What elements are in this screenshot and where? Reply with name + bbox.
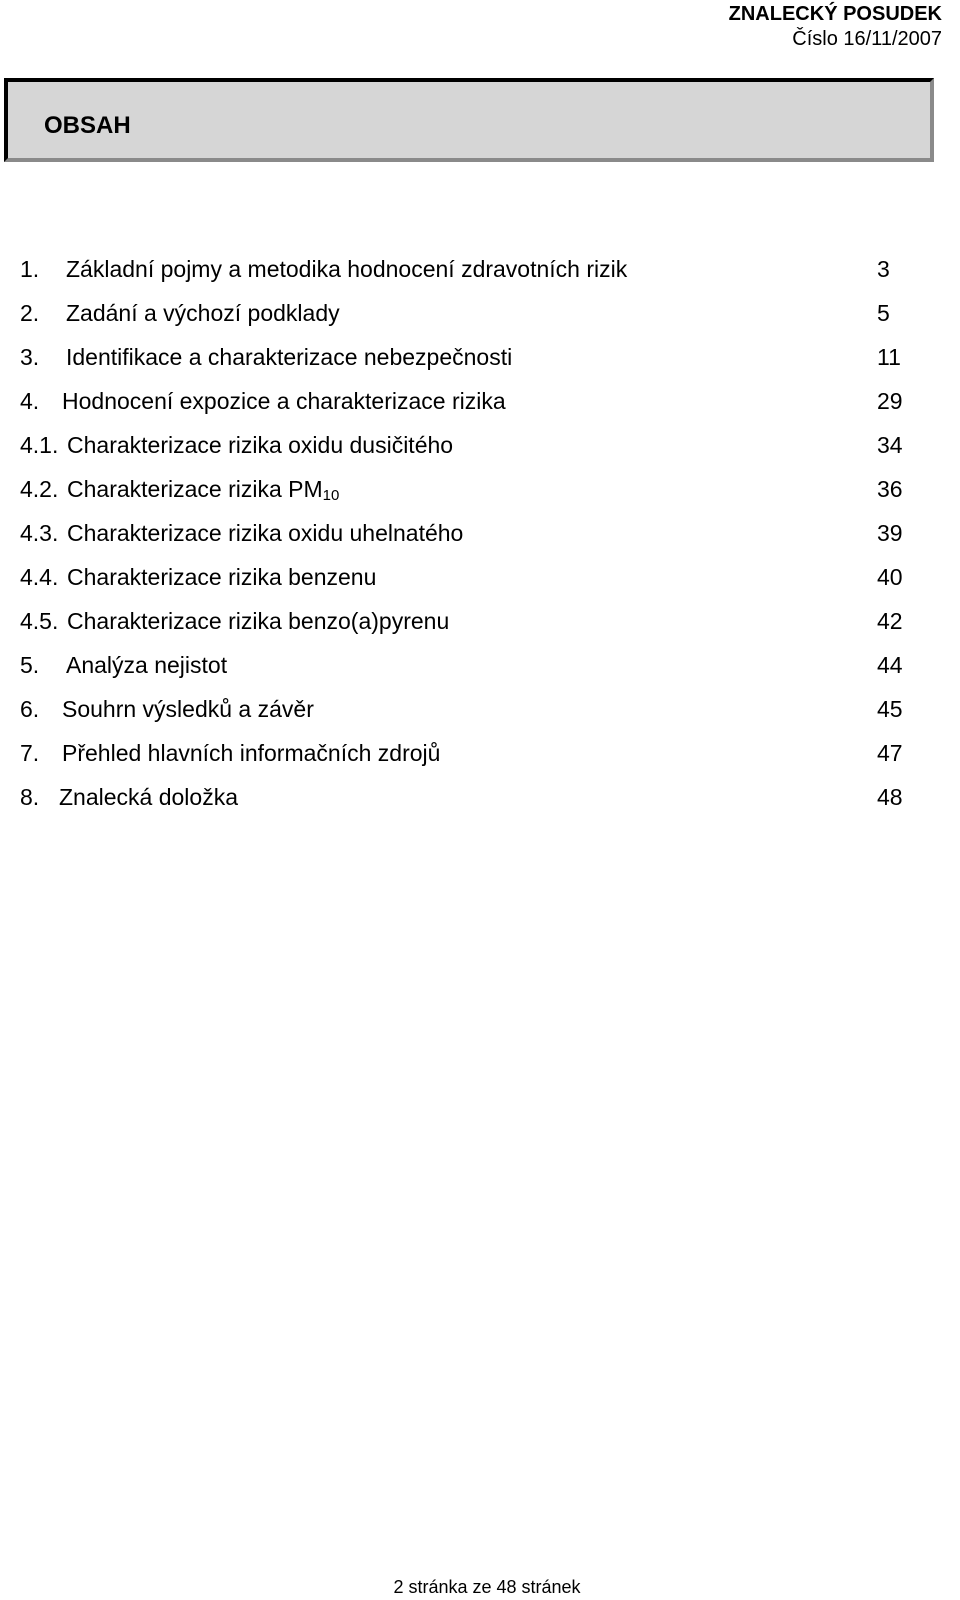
toc-entry[interactable] <box>0 301 960 345</box>
toc-entry-label: Zadání a výchozí podklady <box>66 300 340 326</box>
toc-entry-page: 36 <box>877 476 903 502</box>
toc-entry-page: 40 <box>877 564 903 590</box>
toc-entry[interactable] <box>0 257 960 301</box>
toc-entry-label-text: Charakterizace rizika PM <box>67 476 323 502</box>
toc-entry-page: 42 <box>877 608 903 634</box>
toc-entry-number: 4.4. <box>20 564 59 590</box>
toc-entry[interactable] <box>0 521 960 565</box>
section-heading-box <box>4 78 934 162</box>
toc-entry-label: Souhrn výsledků a závěr <box>62 696 314 722</box>
toc-entry-page: 48 <box>877 784 903 810</box>
toc-entry-number: 4.3. <box>20 520 59 546</box>
toc-entry-number: 4. <box>20 388 40 414</box>
document-header <box>729 2 942 52</box>
section-heading: OBSAH <box>44 112 131 139</box>
toc-entry-number: 4.2. <box>20 476 59 502</box>
toc-entry[interactable] <box>0 433 960 477</box>
toc-entry-page: 39 <box>877 520 903 546</box>
toc-entry[interactable] <box>0 609 960 653</box>
toc-entry-label <box>67 477 339 505</box>
toc-entry-page: 44 <box>877 652 903 678</box>
toc-entry-page: 11 <box>877 344 901 370</box>
toc-entry-label: Charakterizace rizika benzenu <box>67 564 377 590</box>
toc-entry-label: Analýza nejistot <box>66 652 228 678</box>
toc-entry-label: Základní pojmy a metodika hodnocení zdravotních rizik <box>66 256 628 282</box>
toc-entry[interactable] <box>0 653 960 697</box>
toc-entry-label-subscript: 10 <box>322 487 340 504</box>
toc-entry-number: 8. <box>20 784 40 810</box>
toc-entry[interactable] <box>0 345 960 389</box>
toc-entry[interactable] <box>0 785 960 829</box>
toc-entry-label: Přehled hlavních informačních zdrojů <box>62 740 441 766</box>
toc-entry-label: Charakterizace rizika oxidu dusičitého <box>67 432 454 458</box>
toc-entry-number: 4.1. <box>20 432 59 458</box>
toc-entry-number: 6. <box>20 696 40 722</box>
toc-entry-label: Identifikace a charakterizace nebezpečnosti <box>66 344 513 370</box>
toc-entry-number: 3. <box>20 344 40 370</box>
toc-entry-page: 47 <box>877 740 903 766</box>
toc-entry-page: 45 <box>877 696 903 722</box>
document-number: Číslo 16/11/2007 <box>792 28 942 50</box>
toc-entry-number: 1. <box>20 256 40 282</box>
toc-entry-number: 2. <box>20 300 40 326</box>
toc-entry[interactable] <box>0 697 960 741</box>
toc-entry[interactable] <box>0 389 960 433</box>
page-footer: 2 stránka ze 48 stránek <box>393 1577 581 1597</box>
toc-entry-label: Charakterizace rizika benzo(a)pyrenu <box>67 608 450 634</box>
toc-entry-number: 4.5. <box>20 608 59 634</box>
document-title: ZNALECKÝ POSUDEK <box>728 3 942 25</box>
toc-entry-page: 34 <box>877 432 903 458</box>
toc-entry[interactable] <box>0 477 960 521</box>
toc-entry[interactable] <box>0 565 960 609</box>
toc-entry-label: Znalecká doložka <box>59 784 238 810</box>
toc-entry-page: 29 <box>877 388 903 414</box>
toc-entry-page: 3 <box>877 256 890 282</box>
toc-entry-number: 5. <box>20 652 40 678</box>
table-of-contents <box>0 257 960 829</box>
toc-entry-label: Charakterizace rizika oxidu uhelnatého <box>67 520 464 546</box>
toc-entry[interactable] <box>0 741 960 785</box>
toc-entry-number: 7. <box>20 740 40 766</box>
toc-entry-page: 5 <box>877 300 890 326</box>
toc-entry-label: Hodnocení expozice a charakterizace rizika <box>62 388 506 414</box>
